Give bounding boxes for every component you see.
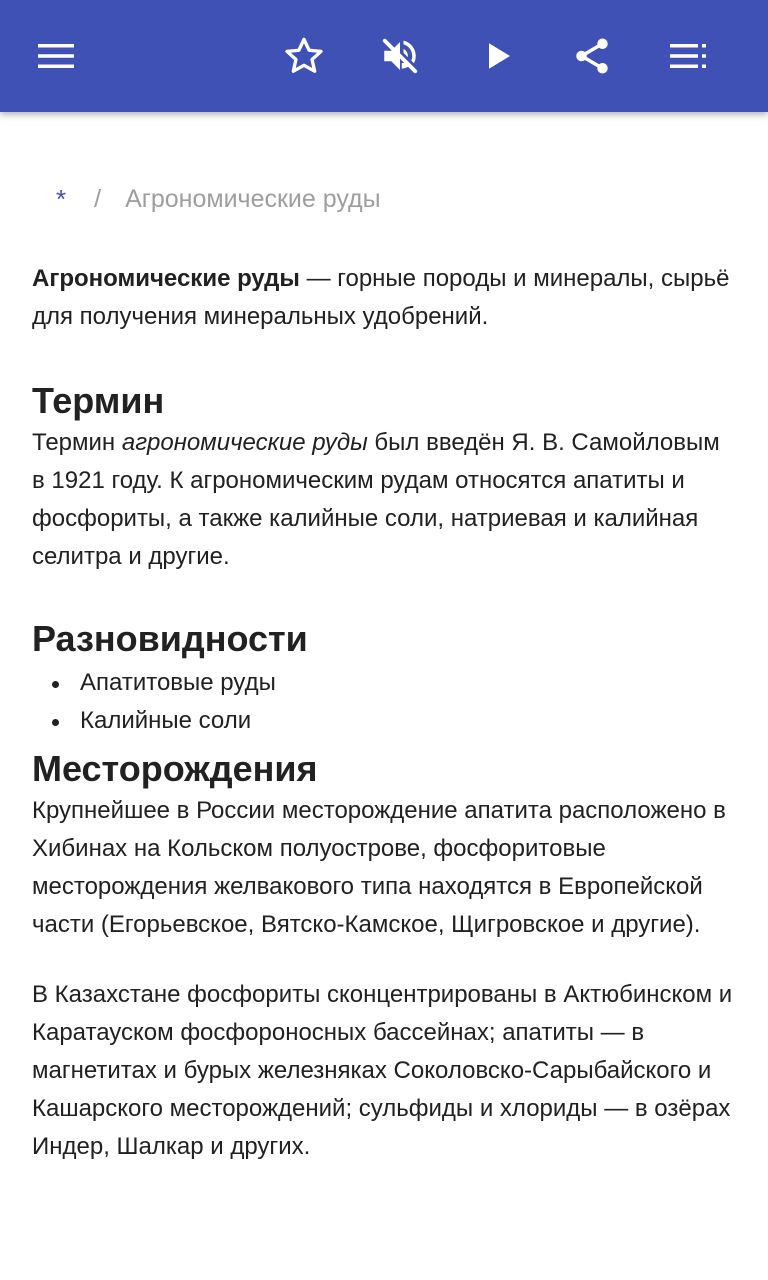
contents-button[interactable]: [660, 28, 716, 84]
article: [32, 112, 736, 1166]
list-icon: [668, 41, 708, 71]
intro-text: — горные породы и минералы, сырьё для получения минеральных удобрений.: [32, 265, 730, 330]
intro-paragraph: [32, 260, 736, 336]
term-paragraph: [32, 424, 736, 576]
volume-off-icon: [379, 35, 421, 77]
list-item: Апатитовые руды: [32, 664, 736, 702]
section-heading-term: Термин: [32, 380, 165, 421]
star-outline-icon: [283, 35, 325, 77]
mute-button[interactable]: [372, 28, 428, 84]
app-bar: [0, 0, 768, 112]
deposits-paragraph-2: В Казахстане фосфориты сконцентрированы в Актюбинском и Каратауском фосфороносных бассейнах; апатиты — в магнетитах и бурых железняках Соколовско-Сарыбайского и Кашарского месторождений; сульфиды и хлориды — в озёрах Индер, Шалкар и других.: [32, 981, 733, 1160]
menu-icon: [36, 41, 76, 71]
favorite-button[interactable]: [276, 28, 332, 84]
share-button[interactable]: [564, 28, 620, 84]
deposits-paragraph-1: Крупнейшее в России месторождение апатита расположено в Хибинах на Кольском полуострове, фосфоритовые месторождения желвакового типа находятся в Европейской части (Егорьевское, Вятско-Камское, Щигровское и другие).: [32, 797, 726, 938]
section-heading-deposits: Месторождения: [32, 748, 318, 789]
list-item: Калийные соли: [32, 702, 736, 740]
breadcrumb-home-link[interactable]: *: [56, 184, 67, 214]
term-text-start: Термин: [32, 429, 122, 456]
term-text-end: был введён Я. В. Самойловым в 1921 году. К агрономическим рудам относятся апатиты и фосфориты, а также калийные соли, натриевая и калийная селитра и другие.: [32, 429, 720, 570]
breadcrumb-current: Агрономические руды: [125, 185, 381, 213]
term-italic: агрономические руды: [121, 429, 368, 456]
share-icon: [571, 35, 613, 77]
kinds-list: [32, 664, 736, 740]
menu-button[interactable]: [28, 28, 84, 84]
breadcrumb-separator: /: [94, 185, 102, 213]
breadcrumb: [32, 182, 736, 216]
play-icon: [480, 38, 516, 74]
intro-term: Агрономические руды: [32, 265, 300, 292]
play-button[interactable]: [470, 28, 526, 84]
section-heading-kinds: Разновидности: [32, 618, 308, 659]
